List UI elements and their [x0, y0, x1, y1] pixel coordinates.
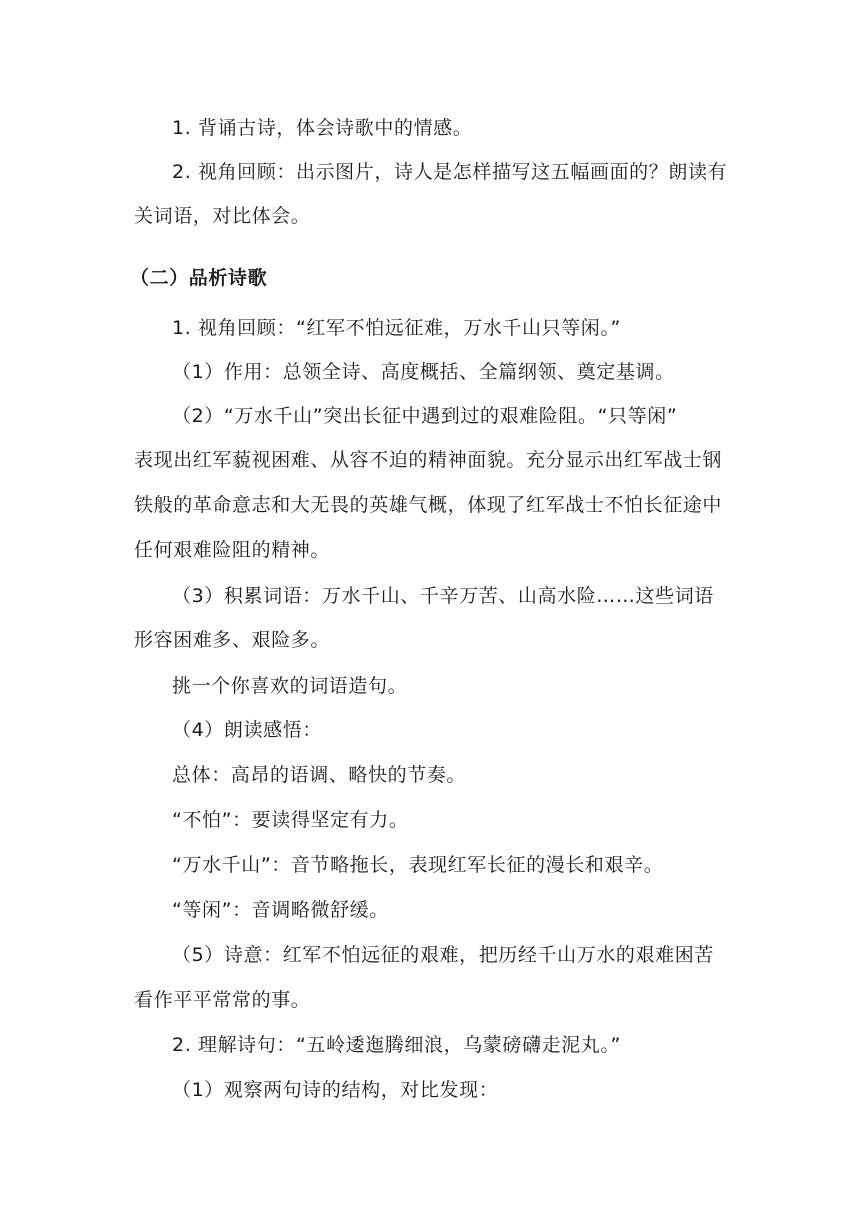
text-line-1: 1. 背诵古诗，体会诗歌中的情感。 [172, 117, 473, 139]
text-line-3: 关词语，对比体会。 [134, 205, 311, 227]
text-line-22: （1）观察两句诗的结构，对比发现： [172, 1079, 499, 1101]
text-line-5: 1. 视角回顾：“红军不怕远征难，万水千山只等闲。” [172, 317, 621, 339]
text-line-10: 任何艰难险阻的精神。 [134, 539, 331, 561]
text-line-7: （2）“万水千山”突出长征中遇到过的艰难险阻。“只等闲” [172, 405, 678, 427]
text-line-17: “万水千山”：音节略拖长，表现红军长征的漫长和艰辛。 [172, 854, 664, 876]
text-line-2: 2. 视角回顾：出示图片，诗人是怎样描写这五幅画面的？朗读有 [172, 161, 728, 183]
text-line-16: “不怕”：要读得坚定有力。 [172, 809, 409, 831]
text-line-8: 表现出红军藐视困难、从容不迫的精神面貌。充分显示出红军战士钢 [134, 449, 723, 471]
text-line-19: （5）诗意：红军不怕远征的艰难，把历经千山万水的艰难困苦 [172, 944, 714, 966]
text-line-6: （1）作用：总领全诗、高度概括、全篇纲领、奠定基调。 [172, 361, 675, 383]
text-line-11: （3）积累词语：万水千山、千辛万苦、山高水险……这些词语 [172, 585, 714, 607]
section-heading: （二）品析诗歌 [130, 267, 268, 289]
text-line-12: 形容困难多、艰险多。 [134, 629, 331, 651]
text-line-13: 挑一个你喜欢的词语造句。 [172, 675, 408, 697]
text-line-9: 铁般的革命意志和大无畏的英雄气概，体现了红军战士不怕长征途中 [134, 494, 723, 516]
text-line-20: 看作平平常常的事。 [134, 989, 311, 1011]
text-line-15: 总体：高昂的语调、略快的节奏。 [172, 764, 467, 786]
text-line-14: （4）朗读感悟： [172, 719, 322, 741]
text-line-18: “等闲”：音调略微舒缓。 [172, 899, 389, 921]
text-line-21: 2. 理解诗句：“五岭逶迤腾细浪，乌蒙磅礴走泥丸。” [172, 1034, 621, 1056]
